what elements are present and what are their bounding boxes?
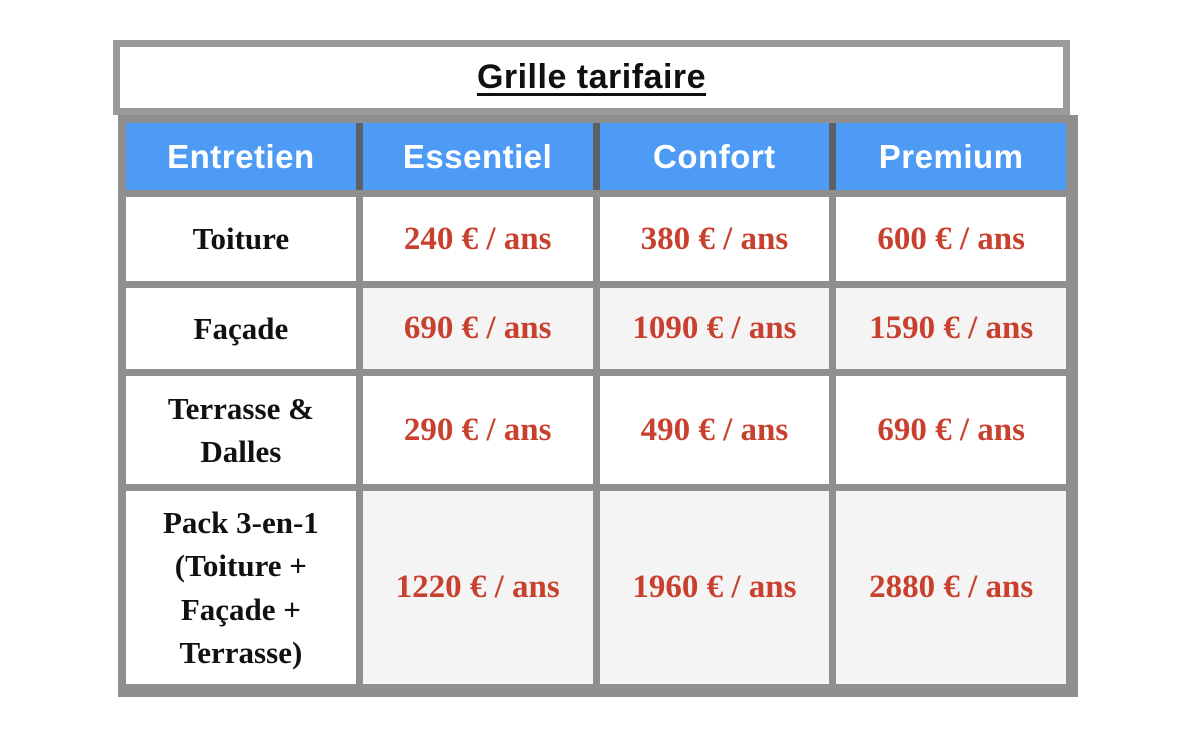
column-header-essentiel: Essentiel <box>363 123 593 190</box>
table-body <box>126 197 1066 684</box>
column-header-confort: Confort <box>600 123 830 190</box>
price-toiture-premium: 600 € / ans <box>836 197 1066 281</box>
price-terrasse-confort: 490 € / ans <box>600 376 830 484</box>
row-label-terrasse-dalles: Terrasse & Dalles <box>126 376 356 484</box>
table-header-row <box>126 123 1066 190</box>
row-label-pack-3-en-1: Pack 3-en-1 (Toiture + Façade + Terrasse) <box>126 491 356 684</box>
row-label-facade: Façade <box>126 288 356 369</box>
price-pack-essentiel: 1220 € / ans <box>363 491 593 684</box>
price-facade-essentiel: 690 € / ans <box>363 288 593 369</box>
pricing-title-box <box>113 40 1070 115</box>
column-header-entretien: Entretien <box>126 123 356 190</box>
price-facade-premium: 1590 € / ans <box>836 288 1066 369</box>
price-terrasse-premium: 690 € / ans <box>836 376 1066 484</box>
price-terrasse-essentiel: 290 € / ans <box>363 376 593 484</box>
page-title: Grille tarifaire <box>476 58 707 96</box>
column-header-premium: Premium <box>836 123 1066 190</box>
price-toiture-essentiel: 240 € / ans <box>363 197 593 281</box>
price-facade-confort: 1090 € / ans <box>600 288 830 369</box>
price-toiture-confort: 380 € / ans <box>600 197 830 281</box>
pricing-table <box>118 115 1078 697</box>
price-pack-confort: 1960 € / ans <box>600 491 830 684</box>
row-label-toiture: Toiture <box>126 197 356 281</box>
price-pack-premium: 2880 € / ans <box>836 491 1066 684</box>
